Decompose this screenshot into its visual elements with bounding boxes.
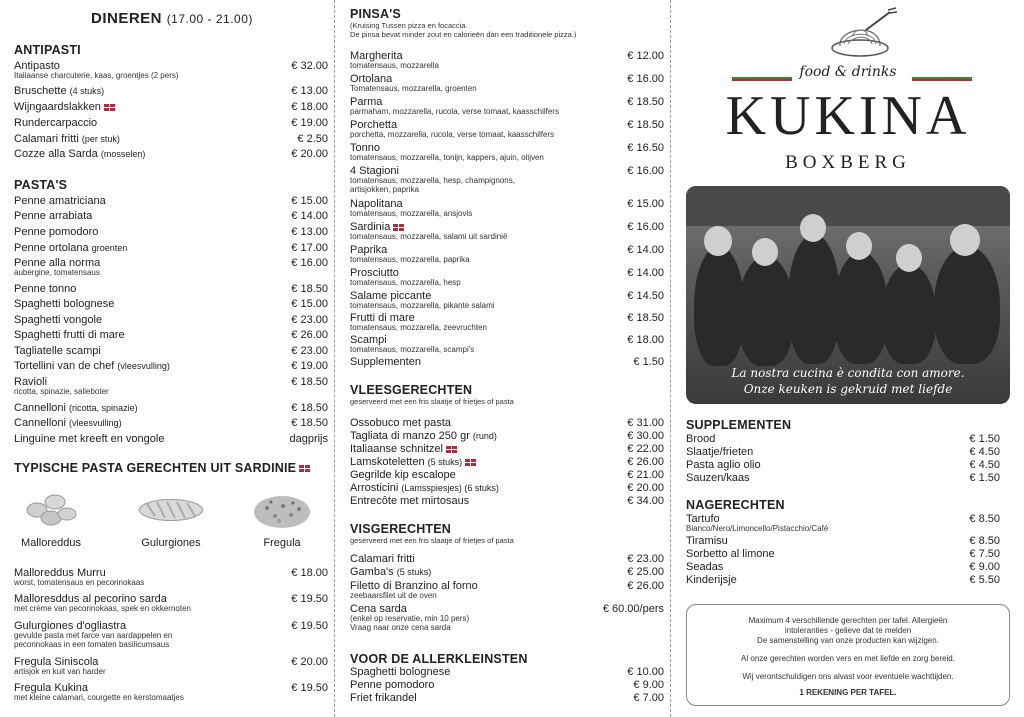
item-name: Margherita [350,50,403,62]
item-price: € 23.00 [291,314,328,326]
item-price: € 23.00 [627,553,664,565]
item-price: € 23.00 [291,345,328,357]
item-price: € 60.00/pers [602,603,664,615]
info-text: Wij verontschuldigen ons alvast voor eventuele wachttijden. [742,672,954,681]
item-name: Penne arrabiata [14,210,93,222]
item-price: € 8.50 [969,513,1000,525]
pasta-label: Malloreddus [21,537,81,549]
item-price: € 14.50 [627,290,664,302]
item-name: Cozze alla Sarda (mosselen) [14,148,146,160]
item-price: € 18.50 [291,402,328,414]
item-name: Tagliata di manzo 250 gr (rund) [350,430,497,442]
item-price: € 19.00 [291,117,328,129]
person-figure [834,252,888,364]
info-text: intoleranties - gelieve dat te melden [784,626,912,635]
item-name: Arrosticini (Lamsspiesjes) (6 stuks) [350,482,499,494]
item-name: Porchetta [350,119,398,131]
item-price: € 1.50 [969,433,1000,445]
sardinian-flag-icon [104,104,115,111]
item-name: Penne amatriciana [14,195,106,207]
item-price: € 1.50 [633,356,664,368]
item-name: Scampi [350,334,387,346]
item-name: Rundercarpaccio [14,117,98,129]
item-price: € 16.00 [627,221,664,233]
item-price: € 18.50 [291,283,328,295]
info-text: Maximum 4 verschillende gerechten per tafel. Allergieën [748,616,948,625]
dineren-hours: (17.00 - 21.00) [166,12,253,26]
section-heading-kinderen: VOOR DE ALLERKLEINSTEN [350,652,528,666]
item-desc: Vraag naar onze cena sarda [350,623,451,632]
item-price: € 18.50 [291,417,328,429]
item-price: € 21.00 [627,469,664,481]
item-desc: tomatensaus, mozzarella, tonijn, kappers, ajuin, olijven [350,153,544,162]
item-name: Brood [686,433,716,445]
item-price: € 18.50 [627,312,664,324]
item-name: Tortellini van de chef (vleesvulling) [14,360,170,372]
fregula-icon [249,488,315,532]
brand-location: BOXBERG [785,152,911,173]
person-figure [934,246,1000,364]
pasta-type [14,488,88,549]
item-desc: tomatensaus, mozzarella, paprika [350,255,470,264]
item-price: € 25.00 [627,566,664,578]
item-name: Linguine met kreeft en vongole [14,433,165,445]
item-desc: tomatensaus, mozzarella [350,61,439,70]
italian-flag-stripe [912,77,972,81]
item-price: € 2.50 [297,133,328,145]
logo-tagline: food & drinks [799,64,897,80]
item-desc: tomatensaus, mozzarella, salami uit sardinië [350,232,508,241]
item-desc: gevulde pasta met farce van aardappelen en pecorinokaas in een tomaten basilicumsaus [14,631,173,649]
item-desc: ricotta, spinazie, salieboter [14,387,109,396]
item-name: Napolitana [350,198,403,210]
person-head [704,226,732,256]
photo-caption-dutch: Onze keuken is gekruid met liefde [743,382,953,396]
person-figure [694,246,744,366]
section-heading-nagerechten: NAGERECHTEN [686,498,785,512]
item-desc: Italiaanse charcuterie, kaas, groentjes (2 pers) [14,71,179,80]
pinsa-subtitle: De pinsa bevat minder zout en calorieën dan een traditionele pizza.) [350,30,577,39]
section-heading-antipasti: ANTIPASTI [14,43,81,57]
vlees-subtitle: geserveerd met een fris slaatje of frietjes of pasta [350,397,514,406]
item-price: € 18.50 [627,119,664,131]
column-divider [670,0,672,717]
item-price: € 20.00 [627,482,664,494]
item-price: € 16.00 [291,257,328,269]
item-name: Tiramisu [686,535,728,547]
item-name: Frutti di mare [350,312,415,324]
item-desc: worst, tomatensaus en pecorinokaas [14,578,145,587]
item-name: Penne alla norma [14,257,101,269]
person-figure [738,256,794,366]
item-price: € 4.50 [969,446,1000,458]
section-heading-pastas: PASTA'S [14,178,68,192]
item-price: € 12.00 [627,50,664,62]
item-desc: artisjok en kuit van harder [14,667,106,676]
item-price: € 18.50 [291,376,328,388]
item-name: Spaghetti frutti di mare [14,329,125,341]
item-price: € 16.00 [627,165,664,177]
item-price: € 19.00 [291,360,328,372]
item-price: € 14.00 [627,244,664,256]
item-price: € 13.00 [291,85,328,97]
item-name: Italiaanse schnitzel [350,443,457,455]
item-price: € 32.00 [291,60,328,72]
item-price: € 19.50 [291,682,328,694]
item-desc: tomatensaus, mozzarella, zeevruchten [350,323,487,332]
info-text: Al onze gerechten worden vers en met liefde en zorg bereid. [741,654,955,663]
malloreddus-icon [21,488,81,532]
column-divider [334,0,336,717]
item-name: Ravioli [14,376,48,388]
item-name: Ossobuco met pasta [350,417,451,429]
sardinian-flag-icon [465,459,476,466]
item-name: Gamba's (5 stuks) [350,566,432,578]
sardinian-flag-icon [393,224,404,231]
item-desc: met crème van pecorinokaas, spek en okkernoten [14,604,191,613]
pasta-plate-icon [826,6,906,62]
item-price: € 18.00 [291,101,328,113]
item-price: € 9.00 [969,561,1000,573]
pasta-type [126,488,216,549]
item-name: Entrecôte met mirtosaus [350,495,470,507]
item-price: € 14.00 [627,267,664,279]
item-name: Tonno [350,142,380,154]
item-desc: tomatensaus, mozzarella, scampi's [350,345,475,354]
item-desc: porchetta, mozzarella, rucola, verse tomaat, kaasschilfers [350,130,555,139]
item-desc: met kleine calamari, courgette en kerstomaatjes [14,693,184,702]
info-text: De samenstelling van onze producten kan wijzigen. [757,636,939,645]
dineren-title [91,10,253,27]
item-price: € 5.50 [969,574,1000,586]
section-heading-vlees: VLEESGERECHTEN [350,383,473,397]
item-name: Cannelloni (ricotta, spinazie) [14,402,138,414]
pasta-type [242,488,322,549]
item-name: Seadas [686,561,724,573]
item-price: € 15.00 [291,298,328,310]
item-price: € 26.00 [627,580,664,592]
item-name: Fregula Siniscola [14,656,99,668]
item-price: € 15.00 [291,195,328,207]
item-name: Slaatje/frieten [686,446,754,458]
item-desc: zeebaarsfilet uit de oven [350,591,437,600]
item-price: € 31.00 [627,417,664,429]
item-price: € 26.00 [291,329,328,341]
item-name: Bruschette (4 stuks) [14,85,105,97]
info-box [686,604,1010,706]
item-name: Wijngaardslakken [14,101,115,113]
item-price: € 20.00 [291,656,328,668]
item-name: Filetto di Branzino al forno [350,580,478,592]
item-desc: parmaham, mozzarella, rucola, verse tomaat, kaasschilfers [350,107,559,116]
restaurant-logo [686,0,1010,180]
item-price: € 7.50 [969,548,1000,560]
item-price: € 9.00 [633,679,664,691]
item-desc: Tomatensaus, mozzarella, groenten [350,84,477,93]
item-price: dagprijs [289,433,328,445]
item-price: € 10.00 [627,666,664,678]
section-heading-sardinie: TYPISCHE PASTA GERECHTEN UIT SARDINIE [14,461,310,475]
item-price: € 13.00 [291,226,328,238]
pasta-label: Fregula [263,537,301,549]
item-price: € 17.00 [291,242,328,254]
item-name: Gegrilde kip escalope [350,469,456,481]
item-name: Penne tonno [14,283,77,295]
item-price: € 18.00 [627,334,664,346]
item-name: Pasta aglio olio [686,459,761,471]
item-name: Malloreddus Murru [14,567,106,579]
item-name: Tagliatelle scampi [14,345,101,357]
item-price: € 7.00 [633,692,664,704]
item-name: Penne ortolana groenten [14,242,128,254]
item-name: Sauzen/kaas [686,472,750,484]
item-price: € 16.50 [627,142,664,154]
item-price: € 4.50 [969,459,1000,471]
section-heading-pinsas: PINSA'S [350,7,401,21]
item-name: Spaghetti vongole [14,314,103,326]
item-price: € 30.00 [627,430,664,442]
item-price: € 15.00 [627,198,664,210]
item-name: Ortolana [350,73,393,85]
item-name: Sardinia [350,221,404,233]
item-price: € 34.00 [627,495,664,507]
item-price: € 8.50 [969,535,1000,547]
sardinian-flag-icon [446,446,457,453]
item-name: Penne pomodoro [14,226,99,238]
item-name: Penne pomodoro [350,679,435,691]
photo-caption-italian: La nostra cucina è condita con amore. [731,366,965,380]
gulurgiones-icon [133,488,209,532]
item-desc: tomatensaus, mozzarella, pikante salami [350,301,495,310]
item-name: Spaghetti bolognese [14,298,115,310]
team-photo [686,186,1010,404]
person-head [950,224,980,256]
item-name: Friet frikandel [350,692,417,704]
item-name: Cannelloni (vleesvulling) [14,417,122,429]
item-price: € 20.00 [291,148,328,160]
dineren-label: DINEREN [91,10,163,27]
item-desc: Bianco/Nero/Limoncello/Pistacchio/Café [686,524,829,533]
item-price: € 26.00 [627,456,664,468]
item-name: Supplementen [350,356,421,368]
sardinian-flag-icon [299,465,310,472]
pasta-label: Gulurgiones [141,537,201,549]
item-name: Gulurgiones d'ogliastra [14,620,127,632]
item-name: Salame piccante [350,290,432,302]
item-desc: (enkel op reservatie, min 10 pers) [350,614,470,623]
section-heading-vis: VISGERECHTEN [350,522,452,536]
item-price: € 18.50 [627,96,664,108]
item-price: € 18.00 [291,567,328,579]
pasta-types-illustration [14,488,328,556]
item-name: Fregula Kukina [14,682,88,694]
brand-name: KUKINA [725,85,971,147]
item-price: € 19.50 [291,593,328,605]
person-head [846,232,872,260]
person-figure [882,264,936,364]
item-price: € 19.50 [291,620,328,632]
vis-subtitle: geserveerd met een fris slaatje of frietjes of pasta [350,536,514,545]
section-heading-supplementen: SUPPLEMENTEN [686,418,792,432]
person-head [752,238,778,266]
item-price: € 22.00 [627,443,664,455]
person-figure [788,234,840,364]
item-name: Prosciutto [350,267,399,279]
item-desc: aubergine, tomatensaus [14,268,100,277]
person-head [896,244,922,272]
item-desc: tomatensaus, mozzarella, hesp, champignons, [350,176,515,185]
item-name: Sorbetto al limone [686,548,775,560]
item-name: Malloresddus al pecorino sarda [14,593,167,605]
item-name: Tartufo [686,513,720,525]
item-name: Calamari fritti [350,553,415,565]
item-desc: tomatensaus, mozzarella, ansjovis [350,209,473,218]
item-name: Spaghetti bolognese [350,666,451,678]
item-desc: tomatensaus, mozzarella, hesp [350,278,461,287]
person-head [800,214,826,242]
item-name: Paprika [350,244,388,256]
item-name: 4 Stagioni [350,165,399,177]
item-price: € 1.50 [969,472,1000,484]
item-name: Kinderijsje [686,574,737,586]
item-name: Cena sarda [350,603,407,615]
item-price: € 14.00 [291,210,328,222]
bar-shelf [686,186,1010,226]
item-name: Antipasto [14,60,60,72]
item-desc: artisjokken, paprika [350,185,419,194]
item-name: Calamari fritti (per stuk) [14,133,120,145]
info-text-bill: 1 REKENING PER TAFEL. [799,688,897,697]
pinsa-subtitle: (Kruising Tussen pizza en focaccia. [350,21,468,30]
item-name: Parma [350,96,383,108]
item-name: Lamskoteletten (5 stuks) [350,456,476,468]
item-price: € 16.00 [627,73,664,85]
